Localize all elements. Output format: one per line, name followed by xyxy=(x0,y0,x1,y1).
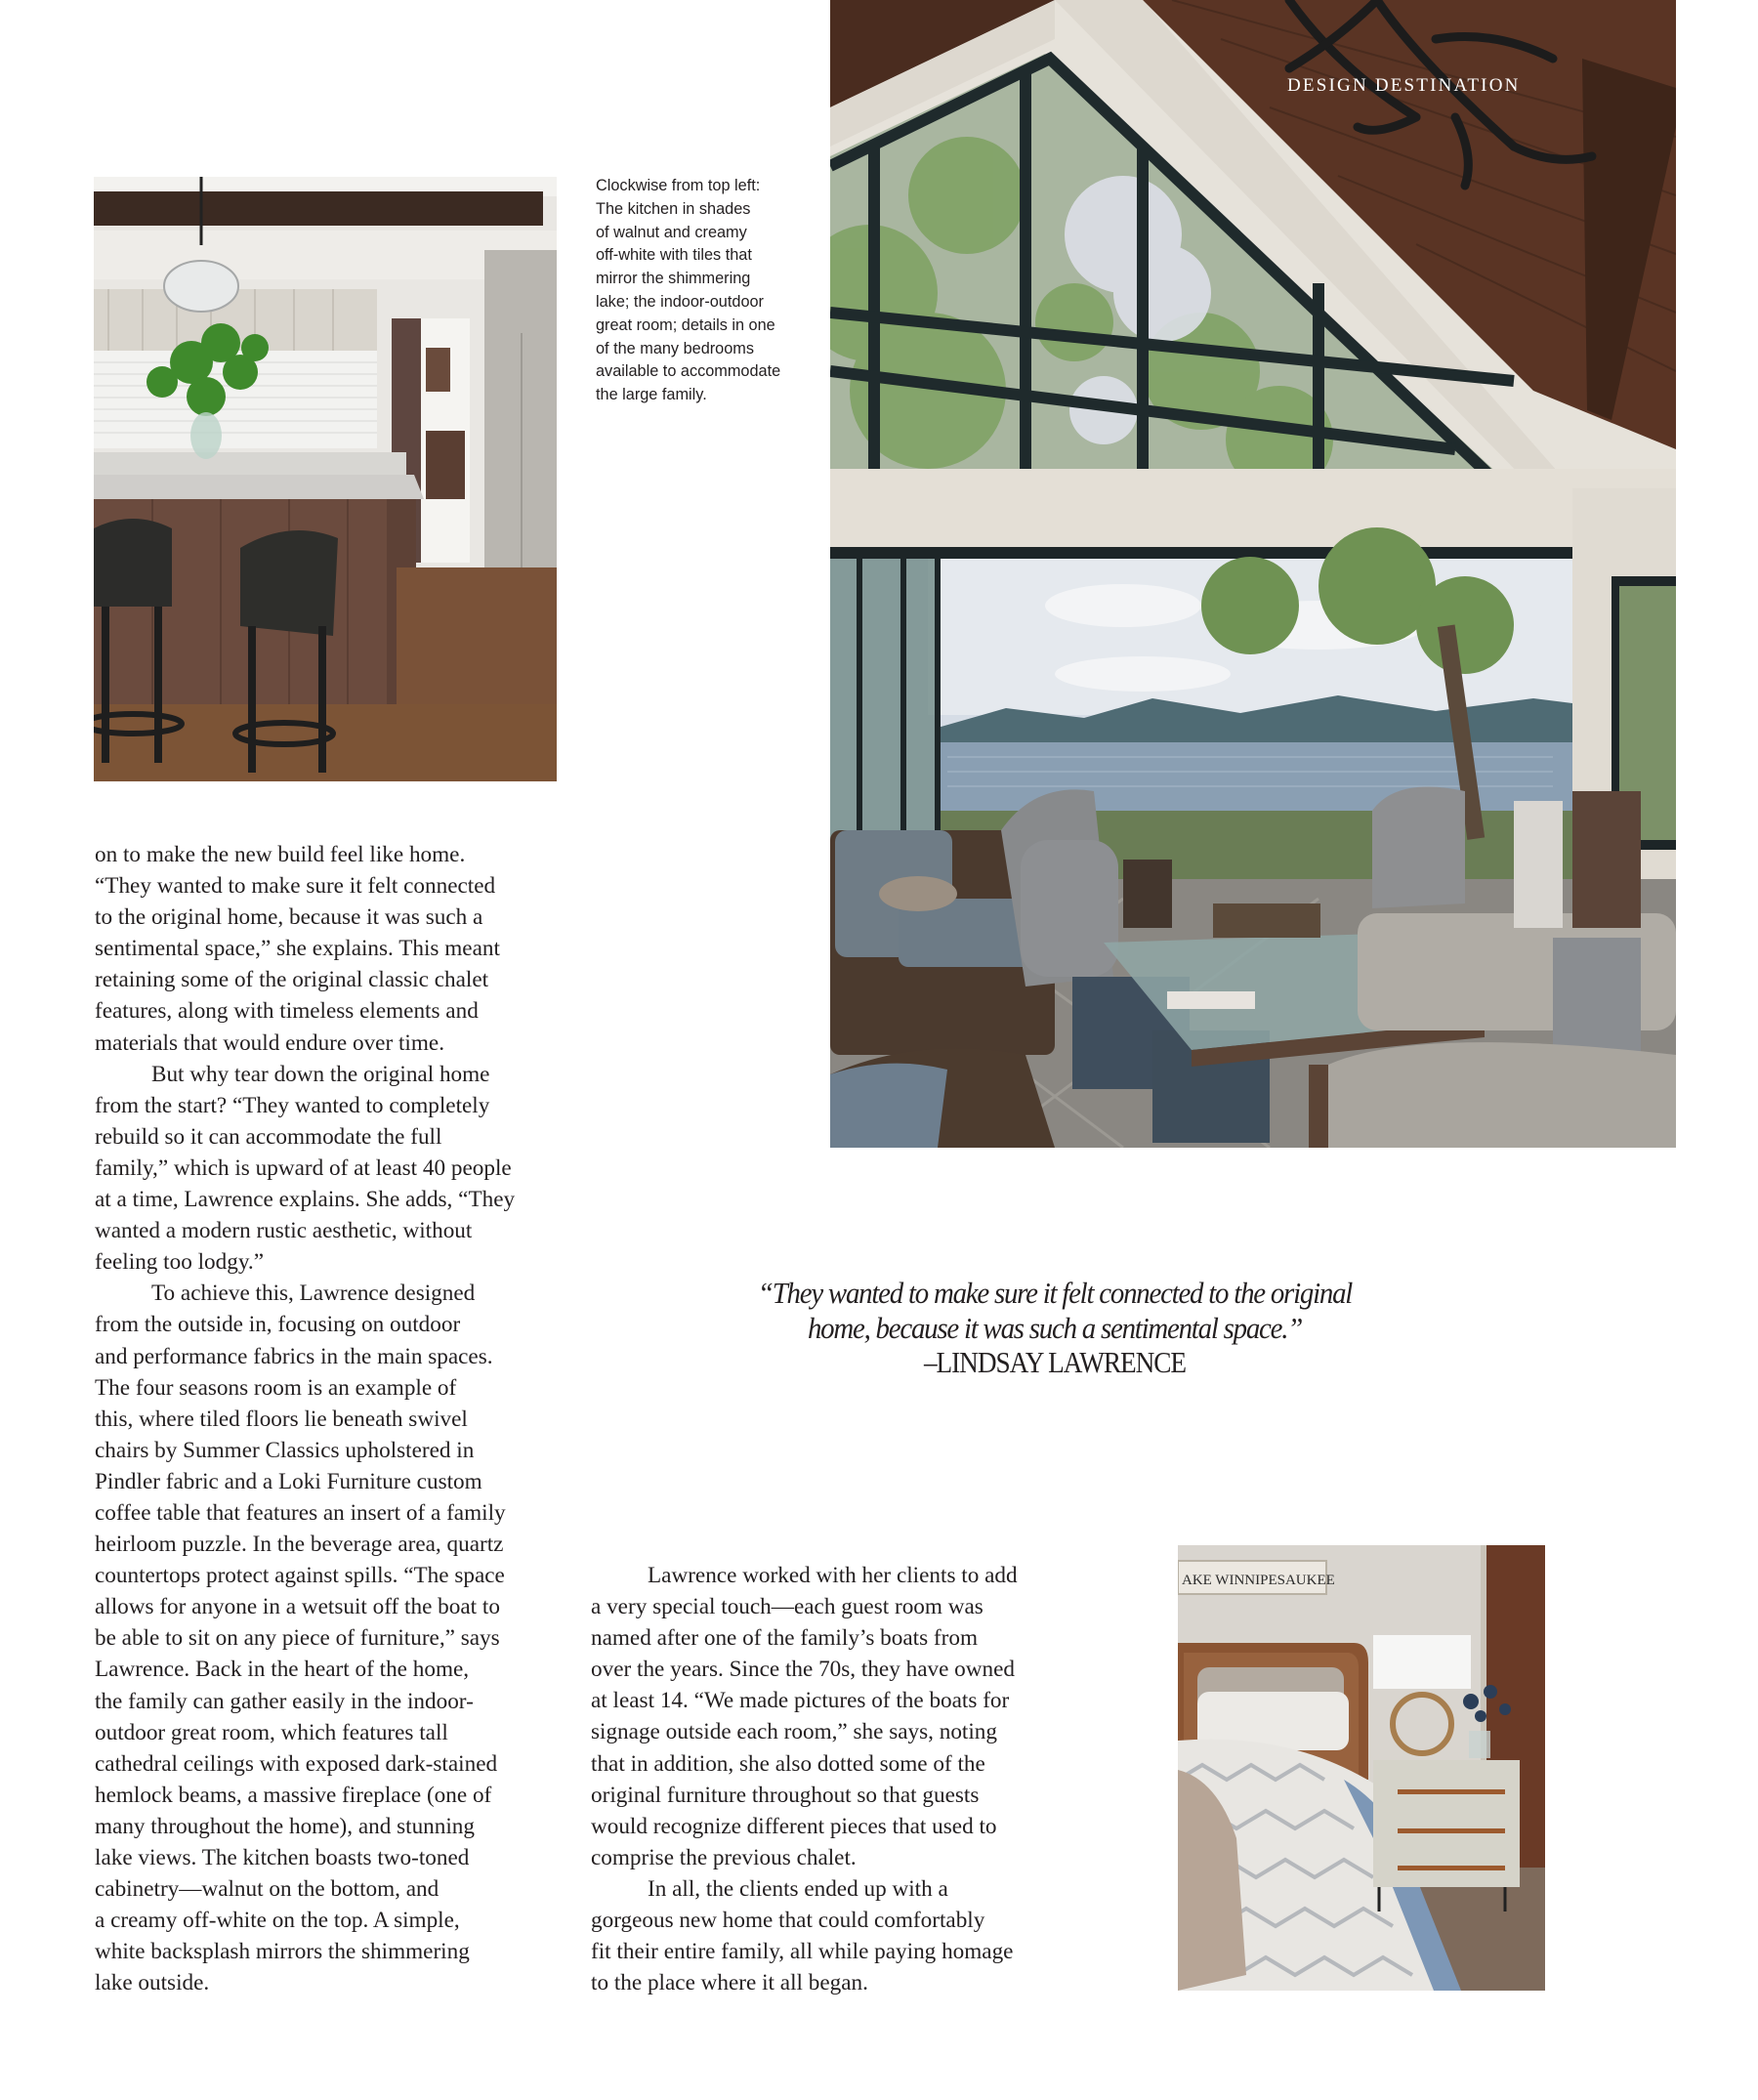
text-line: gorgeous new home that could comfortably xyxy=(591,1908,985,1934)
text-line: a creamy off-white on the top. A simple, xyxy=(95,1908,460,1934)
text-line: at a time, Lawrence explains. She adds, “They xyxy=(95,1187,516,1213)
text-line: fit their entire family, all while paying homage xyxy=(591,1939,1014,1965)
caption-line: available to accommodate xyxy=(596,362,781,381)
text-line: coffee table that features an insert of a family xyxy=(95,1499,506,1526)
text-line: would recognize different pieces that used to xyxy=(591,1813,997,1839)
text-line: from the start? “They wanted to completely xyxy=(95,1092,490,1118)
text-line: cathedral ceilings with exposed dark-stained xyxy=(95,1750,498,1777)
text-line: that in addition, she also dotted some of the xyxy=(591,1750,985,1777)
pull-quote-line: “They wanted to make sure it felt connected to the original xyxy=(757,1276,1353,1310)
text-line: Pindler fabric and a Loki Furniture custom xyxy=(95,1468,482,1494)
text-line: retaining some of the original classic chalet xyxy=(95,967,489,993)
text-line: be able to sit on any piece of furniture,” says xyxy=(95,1625,500,1652)
text-line: white backsplash mirrors the shimmering xyxy=(95,1939,470,1965)
kitchen-illustration xyxy=(94,177,557,781)
text-line: rebuild so it can accommodate the full xyxy=(95,1123,442,1150)
pull-quote xyxy=(684,1276,1426,1379)
caption-line: The kitchen in shades xyxy=(596,199,751,218)
text-line: many throughout the home), and stunning xyxy=(95,1813,475,1839)
text-line: heirloom puzzle. In the beverage area, quartz xyxy=(95,1532,504,1558)
caption-line: of walnut and creamy xyxy=(596,223,747,241)
text-line: lake outside. xyxy=(95,1970,210,1996)
caption-line: great room; details in one xyxy=(596,315,775,334)
text-line: outdoor great room, which features tall xyxy=(95,1719,448,1745)
text-line: a very special touch—each guest room was xyxy=(591,1594,984,1620)
paragraph-start: In all, the clients ended up with a xyxy=(648,1875,948,1902)
pull-quote-line: home, because it was such a sentimental space.” xyxy=(807,1310,1303,1345)
text-line: to the place where it all began. xyxy=(591,1970,868,1996)
text-line: comprise the previous chalet. xyxy=(591,1844,857,1870)
text-line: lake views. The kitchen boasts two-toned xyxy=(95,1845,470,1870)
text-line: original furniture throughout so that guests xyxy=(591,1782,980,1808)
caption-line: the large family. xyxy=(596,386,707,404)
text-line: allows for anyone in a wetsuit off the boat to xyxy=(95,1594,500,1620)
paragraph-start: But why tear down the original home xyxy=(151,1061,490,1087)
text-line: sentimental space,” she explains. This meant xyxy=(95,936,500,962)
article-column-left xyxy=(95,839,564,1998)
text-line: signage outside each room,” she says, noting xyxy=(591,1719,997,1745)
text-line: cabinetry—walnut on the bottom, and xyxy=(95,1876,440,1903)
text-line: countertops protect against spills. “The space xyxy=(95,1563,505,1589)
paragraph-start: Lawrence worked with her clients to add xyxy=(648,1563,1018,1588)
caption-line: off-white with tiles that xyxy=(596,246,752,265)
text-line: wanted a modern rustic aesthetic, without xyxy=(95,1218,473,1244)
caption-line: lake; the indoor-outdoor xyxy=(596,292,764,311)
bedroom-sign-text: AKE WINNIPESAUKEE xyxy=(1182,1573,1335,1588)
great-room-illustration xyxy=(830,0,1676,1148)
text-line: from the outside in, focusing on outdoor xyxy=(95,1312,461,1338)
text-line: named after one of the family’s boats from xyxy=(591,1625,978,1652)
caption-line: mirror the shimmering xyxy=(596,270,751,288)
caption-line: Clockwise from top left: xyxy=(596,177,761,194)
text-line: materials that would endure over time. xyxy=(95,1029,445,1056)
text-line: “They wanted to make sure it felt connected xyxy=(95,873,496,900)
photo-caption xyxy=(596,175,830,407)
article-column-right xyxy=(591,1560,1060,1998)
text-line: Lawrence. Back in the heart of the home, xyxy=(95,1657,470,1683)
text-line: family,” which is upward of at least 40 people xyxy=(95,1155,512,1181)
text-line: to the original home, because it was such a xyxy=(95,904,483,931)
caption-line: of the many bedrooms xyxy=(596,339,754,357)
text-line: at least 14. “We made pictures of the boats for xyxy=(591,1688,1010,1714)
text-line: The four seasons room is an example of xyxy=(95,1374,457,1401)
text-line: chairs by Summer Classics upholstered in xyxy=(95,1437,475,1463)
text-line: the family can gather easily in the indoor- xyxy=(95,1688,474,1714)
text-line: hemlock beams, a massive fireplace (one of xyxy=(95,1782,492,1808)
text-line: over the years. Since the 70s, they have owned xyxy=(591,1657,1015,1683)
great-room-photo xyxy=(830,0,1676,1148)
text-line: features, along with timeless elements and xyxy=(95,998,479,1025)
text-line: on to make the new build feel like home. xyxy=(95,842,466,867)
text-line: and performance fabrics in the main spaces. xyxy=(95,1343,493,1369)
kitchen-photo xyxy=(94,177,557,781)
text-line: this, where tiled floors lie beneath swivel xyxy=(95,1406,468,1432)
text-line: feeling too lodgy.” xyxy=(95,1249,264,1276)
section-label: DESIGN DESTINATION xyxy=(1287,75,1521,96)
pull-quote-attribution: –LINDSAY LAWRENCE xyxy=(923,1345,1187,1379)
paragraph-start: To achieve this, Lawrence designed xyxy=(151,1281,476,1307)
bedroom-illustration xyxy=(1178,1545,1545,1991)
bedroom-photo xyxy=(1178,1545,1545,1991)
